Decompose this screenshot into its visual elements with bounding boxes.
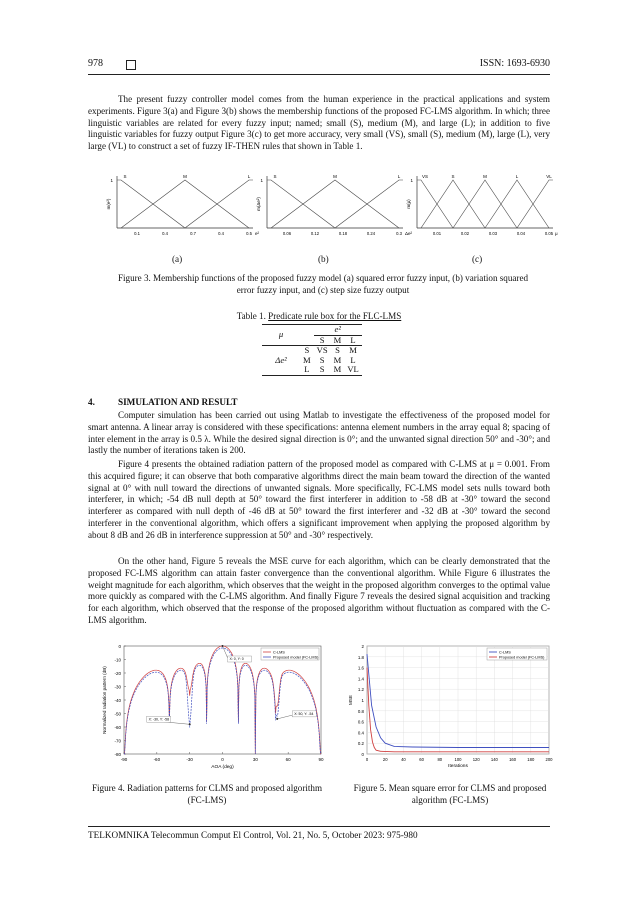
fig3-tick-label: 0.02 (460, 231, 470, 236)
fig3-ylabel: m(e²) (106, 198, 111, 210)
y-tick-label: 0.4 (357, 730, 364, 736)
x-axis-label: AOA (deg) (211, 765, 234, 770)
y-tick-label: -80 (114, 752, 121, 757)
annotation-text: X: 50, Y: -54 (294, 711, 314, 716)
y-tick-label: -50 (114, 711, 121, 717)
table1 (262, 324, 362, 376)
table-cell: VL (344, 365, 361, 375)
table-cell: M (331, 365, 345, 375)
fig3-tick-label: 0.05 (544, 231, 554, 236)
figure4-caption: Figure 4. Radiation patterns for CLMS and proposed algorithm (FC-LMS) (91, 783, 323, 805)
table-cell: M (333, 354, 342, 365)
fig3-tick-label: 0.06 (282, 231, 292, 236)
membership-curve (421, 180, 485, 228)
y-tick-label: -60 (114, 725, 121, 730)
membership-curve (485, 180, 549, 228)
y-tick-label: 0.8 (357, 708, 364, 714)
fig3-set-label: L (397, 174, 401, 179)
fig3-tick-label: 0.24 (366, 231, 376, 236)
y-tick-label: 2 (361, 644, 364, 649)
fig3-set-label: S (123, 174, 127, 179)
y-tick-label: -30 (114, 684, 121, 690)
y-tick-label: -70 (114, 738, 121, 744)
col-header: S (314, 335, 331, 346)
legend-label: Proposed model (FC-LMS) (273, 655, 319, 660)
fig3-set-label: L (247, 174, 251, 179)
col-header: L (344, 335, 361, 346)
issn: ISSN: 1693-6930 (479, 58, 550, 69)
fig3-xvar: Δe² (405, 231, 413, 236)
x-tick-label: 60 (285, 757, 291, 762)
fig3-tick-label: 0.1 (134, 231, 140, 236)
x-tick-label: 180 (527, 757, 535, 762)
table1-caption: Table 1. Predicate rule box for the FLC-LMS (236, 311, 402, 321)
fig3-set-label: S (451, 174, 455, 179)
row-label: M (303, 354, 311, 365)
col-header: M (331, 335, 345, 346)
section-number: 4. (88, 397, 95, 407)
x-tick-label: 40 (401, 757, 406, 762)
fig3-tick-label: 0.4 (162, 231, 168, 236)
table-cell: L (350, 354, 356, 365)
legend-label: C-LMS (499, 650, 511, 655)
fig3-set-label: M (333, 174, 337, 179)
table-row-var: Δe² (275, 354, 287, 365)
footer: TELKOMNIKA Telecommun Comput El Control, Vol. 21, No. 5, October 2023: 975-980 (88, 830, 418, 840)
fig3b-label: (b) (318, 254, 329, 264)
table-cell: S (319, 354, 325, 365)
y-axis-label: MSE (348, 695, 353, 705)
fig3-tick-label: 0.18 (338, 231, 348, 236)
fig3-tick-label: 0.7 (190, 231, 196, 236)
plot-frame (124, 646, 321, 754)
membership-curve (121, 180, 249, 228)
y-tick-label: 1 (361, 698, 364, 703)
fig3-xvar: μ (555, 231, 558, 236)
row-label: S (304, 345, 310, 356)
y-tick-label: 0.6 (357, 719, 364, 725)
rule-table (262, 324, 362, 376)
membership-plots (105, 170, 565, 248)
fig3-set-label: L (515, 174, 519, 179)
membership-curve (185, 180, 253, 228)
page-number: 978 (88, 58, 103, 69)
fig3c-label: (c) (472, 254, 483, 264)
membership-curve (417, 180, 453, 228)
y-tick-label: -40 (114, 698, 121, 703)
y-tick-label: -20 (114, 671, 121, 676)
fig3a-label: (a) (172, 254, 183, 264)
table-col-var: e² (334, 324, 341, 334)
x-tick-label: 20 (382, 757, 388, 762)
x-tick-label: 60 (419, 757, 424, 762)
x-tick-label: 160 (509, 757, 517, 762)
table-cell: S (314, 365, 331, 375)
x-axis-label: Iterations (448, 764, 468, 769)
membership-curve (453, 180, 517, 228)
fig3-tick-label: 0.4 (218, 231, 224, 236)
x-tick-label: 120 (472, 757, 480, 762)
x-tick-label: -60 (153, 757, 161, 762)
x-tick-label: 140 (490, 757, 498, 762)
legend-label: C-LMS (273, 650, 285, 655)
x-tick-label: 0 (365, 757, 369, 762)
x-tick-label: 100 (454, 757, 462, 762)
membership-curve (517, 180, 553, 228)
fig3-ylabel: m(μ) (406, 199, 411, 209)
y-tick-label: -10 (114, 657, 121, 663)
footer-rule (88, 826, 550, 827)
fig3-set-label: VS (421, 174, 429, 179)
x-tick-label: -30 (186, 757, 193, 762)
annotation-text: X: 0, Y: 0 (229, 657, 244, 661)
table-cell: VS (316, 345, 328, 356)
y-tick-label: 0 (118, 644, 121, 649)
y-axis-label: Normalized radiation pattern (dB) (102, 666, 107, 734)
section-paragraph: Computer simulation has been carried out using Matlab to investigate the effectiveness of the proposed model for smart antenna. A linear array is considered with these specifications: antenna element numbers in the array equal 8; spacing of inter element in the array is 0.5 λ. While the desired signal direction is 0°; and the unwanted signal direction 50° and -30°; and lastly the number of iterations taken is 200. (88, 410, 550, 456)
fig3-ylabel: m(Δe²) (256, 197, 261, 211)
fig3-tick-label: 0.12 (310, 231, 320, 236)
y-tick-label: 1.8 (357, 654, 364, 660)
x-tick-label: -90 (120, 757, 128, 762)
table-corner: μ (278, 329, 284, 340)
fig3-one-label: 1 (260, 178, 263, 183)
x-tick-label: 30 (252, 757, 258, 762)
y-tick-label: 1.4 (357, 676, 364, 682)
table-cell: S (335, 345, 340, 356)
fig3-set-label: VL (546, 174, 552, 179)
membership-curve (271, 180, 399, 228)
table-cell: M (349, 345, 357, 356)
square-icon (126, 60, 136, 70)
figure5-chart (345, 640, 555, 778)
y-tick-label: 1.6 (357, 665, 364, 671)
fig3-tick-label: 0.01 (432, 231, 442, 236)
y-tick-label: 0.2 (357, 741, 364, 747)
figure4-chart (96, 640, 331, 778)
section-paragraph: Figure 4 presents the obtained radiation pattern of the proposed model as compared with C-LMS at μ = 0.001. From this acquired figure; it can observe that both comparative algorithms direct the main beam toward the direction of the wanted signal at 0° with null toward the directions of unwanted signals. More specifically, FC-LMS model sets nulls toward both interferer, in which; -54 dB null depth at 50° toward the first interferer in addition to -58 dB at -30° toward the second interferer as compared with null depth of -46 dB at 50° toward the first interferer and -32 dB at -30° toward the second interferer in the conventional algorithm, which offers a significant improvement when applying the proposed algorithm by about 8 dB and 26 dB in interference suppression at 50° and -30° respectively. (88, 459, 550, 540)
figure5-caption: Figure 5. Mean square error for CLMS and proposed algorithm (FC-LMS) (353, 783, 547, 805)
fig3-set-label: M (183, 174, 187, 179)
section-paragraph: On the other hand, Figure 5 reveals the MSE curve for each algorithm, which can be clearly demonstrated that the proposed FC-LMS algorithm can attain faster convergence than the conventional algorithm. While Figure 6 illustrates the weight magnitude for each algorithm, which observes that the weight in the proposed algorithm converges to the optimal value more quickly as compared with the C-LMS algorithm. And finally Figure 7 reveals the desired signal acquisition and tracking for each algorithm, which observed that the response of the proposed algorithm without fluctuation as compared with the C-LMS algorithm. (88, 556, 550, 625)
header-rule (88, 74, 550, 75)
section-title: SIMULATION AND RESULT (118, 397, 238, 407)
x-tick-label: 0 (221, 757, 224, 762)
fig3-tick-label: 0.03 (488, 231, 498, 236)
intro-paragraph: The present fuzzy controller model comes from the human experience in the practical applications and system experiments. Figure 3(a) and Figure 3(b) shows the membership functions of the proposed FC-LMS algorithm. In which; three linguistic variables are related for every fuzzy input; named; small (S), medium (M), and large (L); in addition to five linguistic variables for fuzzy output Figure 3(c) to get more accuracy, very small (VS), small (S), medium (M), large (L), very large (VL) to construct a set of fuzzy IF-THEN rules that shown in Table 1. (88, 94, 550, 152)
fig3-set-label: M (483, 174, 487, 179)
membership-curve (267, 180, 335, 228)
fig3-tick-label: 0.5 (246, 231, 252, 236)
x-tick-label: 90 (318, 757, 324, 762)
fig3-one-label: 1 (410, 178, 413, 183)
fig3-tick-label: 0.04 (516, 231, 526, 236)
row-label: L (300, 365, 314, 375)
fig3-tick-label: 0.3 (396, 231, 402, 236)
y-tick-label: 0 (361, 752, 364, 757)
x-tick-label: 80 (437, 757, 443, 762)
annotation-text: X: -30, Y: -58 (148, 717, 170, 722)
fig3-xvar: e² (255, 231, 260, 236)
membership-curve (117, 180, 185, 228)
fig3-one-label: 1 (110, 178, 113, 183)
fig3-set-label: S (273, 174, 277, 179)
membership-curve (335, 180, 403, 228)
y-tick-label: 1.2 (357, 687, 364, 693)
figure3-caption: Figure 3. Membership functions of the proposed fuzzy model (a) squared error fuzzy input, (b) variation squared error fuzzy input, and (c) step size fuzzy output (117, 273, 529, 295)
legend-label: Proposed model (FC-LMS) (499, 655, 545, 660)
x-tick-label: 200 (545, 757, 553, 762)
